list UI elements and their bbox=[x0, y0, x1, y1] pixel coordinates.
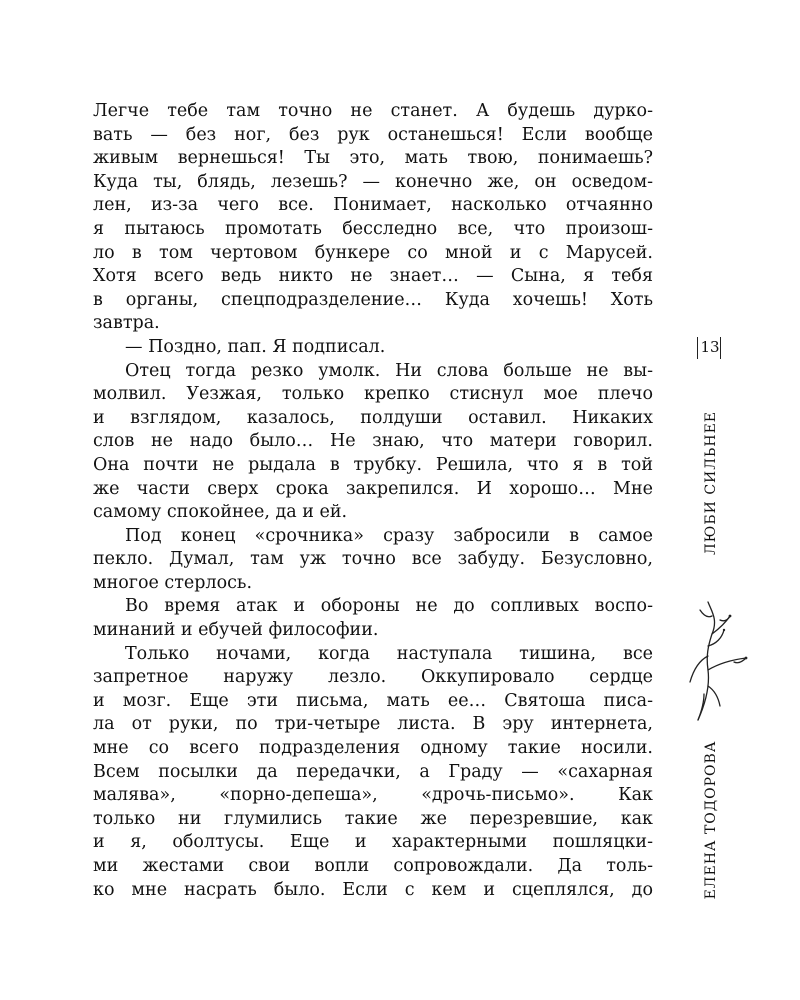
text-line: молвил. Уезжая, только крепко стиснул мое плечо bbox=[93, 384, 653, 405]
text-line: только ни глумились такие же перезревшие, как bbox=[93, 808, 653, 829]
text-line: слов не надо было… Не знаю, что матери говорил. bbox=[93, 431, 653, 452]
body-text bbox=[93, 100, 653, 902]
text-line: ми жестами свои вопли сопровождали. Да толь- bbox=[93, 856, 653, 876]
text-line: Она почти не рыдала в трубку. Решила, что я в той bbox=[93, 454, 653, 475]
text-line: я пытаюсь промотать бесследно все, что произош- bbox=[93, 218, 653, 239]
text-line: и я, оболтусы. Еще и характерными пошляцки- bbox=[93, 832, 653, 853]
text-line: Под конец «срочника» сразу забросили в самое bbox=[125, 525, 653, 546]
text-line: и мозг. Еще эти письма, мать ее… Святоша писа- bbox=[93, 690, 653, 711]
text-line: Только ночами, когда наступала тишина, все bbox=[125, 643, 653, 664]
text-line: живым вернешься! Ты это, мать твою, понимаешь? bbox=[93, 148, 653, 169]
text-line: — Поздно, пап. Я подписал. bbox=[125, 336, 386, 357]
text-line: самому спокойнее, да и ей. bbox=[93, 502, 348, 523]
text-line: лен, из-за чего все. Понимает, насколько отчаянно bbox=[93, 195, 653, 216]
text-line: ло в том чертовом бункере со мной и с Марусей. bbox=[93, 242, 653, 263]
text-line: Хотя всего ведь никто не знает… — Сына, я тебя bbox=[93, 266, 653, 287]
text-line: Легче тебе там точно не станет. А будешь дурко- bbox=[93, 101, 653, 121]
branch-ornament-icon bbox=[678, 598, 764, 728]
text-line: малява», «порно-депеша», «дрочь-письмо». Как bbox=[93, 785, 653, 806]
text-line: ла от руки, по три-четыре листа. В эру интернета, bbox=[93, 714, 653, 735]
text-line: Куда ты, блядь, лезешь? — конечно же, он осведом- bbox=[93, 171, 653, 192]
text-line: завтра. bbox=[93, 313, 160, 334]
running-title: ЛЮБИ СИЛЬНЕЕ bbox=[703, 410, 719, 556]
text-line: же части сверх срока закрепился. И хорошо… Мне bbox=[93, 478, 653, 499]
text-line: в органы, спецподразделение… Куда хочешь! Хоть bbox=[93, 289, 653, 310]
text-line: запретное наружу лезло. Оккупировало сердце bbox=[93, 667, 653, 688]
text-line: и взглядом, казалось, полдуши оставил. Никаких bbox=[93, 407, 653, 428]
text-line: мне со всего подразделения одному такие носили. bbox=[93, 738, 653, 759]
text-line: пекло. Думал, там уж точно все забуду. Безусловно, bbox=[93, 549, 653, 570]
text-line: Отец тогда резко умолк. Ни слова больше не вы- bbox=[125, 360, 653, 381]
running-author: ЕЛЕНА ТОДОРОВА bbox=[703, 740, 719, 900]
page-number: 13 bbox=[700, 338, 720, 356]
text-line: Всем посылки да передачки, а Граду — «сахарная bbox=[93, 761, 653, 782]
text-line: многое стерлось. bbox=[93, 572, 253, 593]
page-number-rule-right bbox=[720, 337, 721, 359]
text-line: вать — без ног, без рук останешься! Если вообще bbox=[93, 124, 653, 145]
text-line: Во время атак и обороны не до сопливых воспо- bbox=[125, 596, 653, 617]
text-line: минаний и ебучей философии. bbox=[93, 620, 379, 641]
text-line: ко мне насрать было. Если с кем и сцеплялся, до bbox=[93, 879, 653, 900]
